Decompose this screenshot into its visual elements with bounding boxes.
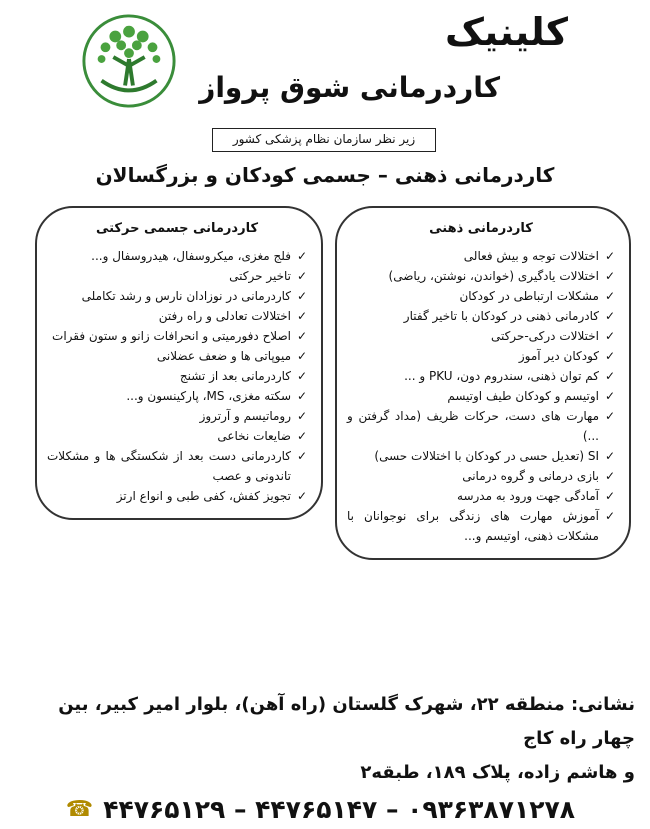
list-item-text: کودکان دیر آموز [518,349,599,363]
check-icon: ✓ [296,249,307,263]
check-icon: ✓ [604,329,615,343]
list-item-text: آمادگی جهت ورود به مدرسه [457,489,599,503]
main-heading: کاردرمانی ذهنی – جسمی کودکان و بزرگسالان [95,163,555,187]
list-item [47,366,307,386]
list-item-text: میوپاتی ها و ضعف عضلانی [156,349,291,363]
check-icon: ✓ [296,269,307,283]
list-item-text: روماتیسم و آرتروز [199,409,291,423]
check-icon: ✓ [604,489,615,503]
address-line-2: و هاشم زاده، پلاک ۱۸۹، طبقه۲ [360,762,635,783]
phone-numbers: ۴۴۷۶۵۱۲۹ – ۴۴۷۶۵۱۴۷ – ۰۹۳۶۳۸۷۱۲۷۸ [103,795,575,824]
list-item [47,346,307,366]
list-item [347,506,615,546]
physical-therapy-box [35,206,323,520]
list-item-text: کاردرمانی دست بعد از شکستگی ها و مشکلات تاندونی و عصب [47,449,291,483]
list-item [347,486,615,506]
list-item [347,386,615,406]
check-icon: ✓ [604,249,615,263]
list-item [347,266,615,286]
clinic-label: کلینیک [444,10,568,54]
list-item-text: اختلالات توجه و بیش فعالی [463,249,599,263]
list-item [347,406,615,446]
check-icon: ✓ [296,329,307,343]
list-item [47,446,307,486]
list-item-text: سکته مغزی، MS، پارکینسون و... [126,389,291,403]
check-icon: ✓ [296,429,307,443]
phone-icon: ☎ [65,797,94,822]
check-icon: ✓ [604,509,615,523]
check-icon: ✓ [296,289,307,303]
mental-therapy-box [335,206,631,560]
list-item-text: ضایعات نخاعی [217,429,291,443]
list-item-text: تاخیر حرکتی [229,269,291,283]
list-item-text: کادرمانی ذهنی در کودکان با تاخیر گفتار [403,309,599,323]
list-item-text: اوتیسم و کودکان طیف اوتیسم [447,389,599,403]
supervision-box: زیر نظر سازمان نظام پزشکی کشور [212,128,436,152]
check-icon: ✓ [604,389,615,403]
list-item [47,406,307,426]
check-icon: ✓ [604,309,615,323]
physical-list [47,246,307,506]
list-item [347,366,615,386]
mental-list [347,246,615,546]
check-icon: ✓ [604,349,615,363]
check-icon: ✓ [296,309,307,323]
check-icon: ✓ [604,469,615,483]
check-icon: ✓ [296,449,307,463]
check-icon: ✓ [604,449,615,463]
physical-title: کاردرمانی جسمی حرکتی [95,221,259,236]
list-item-text: مشکلات ارتباطی در کودکان [459,289,599,303]
list-item [47,486,307,506]
check-icon: ✓ [604,289,615,303]
check-icon: ✓ [296,369,307,383]
list-item [347,446,615,466]
check-icon: ✓ [296,409,307,423]
list-item [347,466,615,486]
list-item-text: کاردرمانی بعد از تشنج [179,369,291,383]
clinic-name: کاردرمانی شوق پرواز [199,71,500,104]
mental-title: کاردرمانی ذهنی [429,221,533,236]
check-icon: ✓ [296,489,307,503]
list-item-text: SI (تعدیل حسی در کودکان با اختلالات حسی) [374,449,599,463]
list-item [347,326,615,346]
list-item-text: مهارت های دست، حرکات ظریف (مداد گرفتن و ...) [347,409,599,443]
list-item [47,426,307,446]
check-icon: ✓ [296,389,307,403]
footer [10,688,635,826]
check-icon: ✓ [604,269,615,283]
list-item-text: آموزش مهارت های زندگی برای نوجوانان با مشکلات ذهنی، اوتیسم و... [347,509,599,543]
list-item [47,286,307,306]
list-item [347,346,615,366]
list-item-text: اصلاح دفورمیتی و انحرافات زانو و ستون فقرات [52,329,291,343]
list-item-text: تجویز کفش، کفی طبی و انواع ارتز [116,489,291,503]
address [10,688,635,790]
list-item-text: کاردرمانی در نوزادان نارس و رشد تکاملی [81,289,291,303]
list-item [47,266,307,286]
check-icon: ✓ [296,349,307,363]
list-item-text: فلج مغزی، میکروسفال، هیدروسفال و... [91,249,291,263]
list-item-text: اختلالات یادگیری (خواندن، نوشتن، ریاضی) [388,269,599,283]
address-line-1: نشانی: منطقه ۲۲، شهرک گلستان (راه آهن)، بلوار امیر کبیر، بین چهار راه کاج [58,694,635,749]
logo-tree-icon [80,12,178,110]
phone-row [10,794,635,826]
list-item [347,306,615,326]
check-icon: ✓ [604,369,615,383]
list-item [347,286,615,306]
list-item [47,306,307,326]
check-icon: ✓ [604,409,615,423]
list-item-text: اختلالات درکی-حرکتی [490,329,599,343]
list-item [47,246,307,266]
list-item [47,386,307,406]
list-item [347,246,615,266]
list-item-text: اختلالات تعادلی و راه رفتن [158,309,291,323]
list-item-text: بازی درمانی و گروه درمانی [462,469,599,483]
list-item [47,326,307,346]
list-item-text: کم توان ذهنی، سندروم دون، PKU و ... [404,369,599,383]
